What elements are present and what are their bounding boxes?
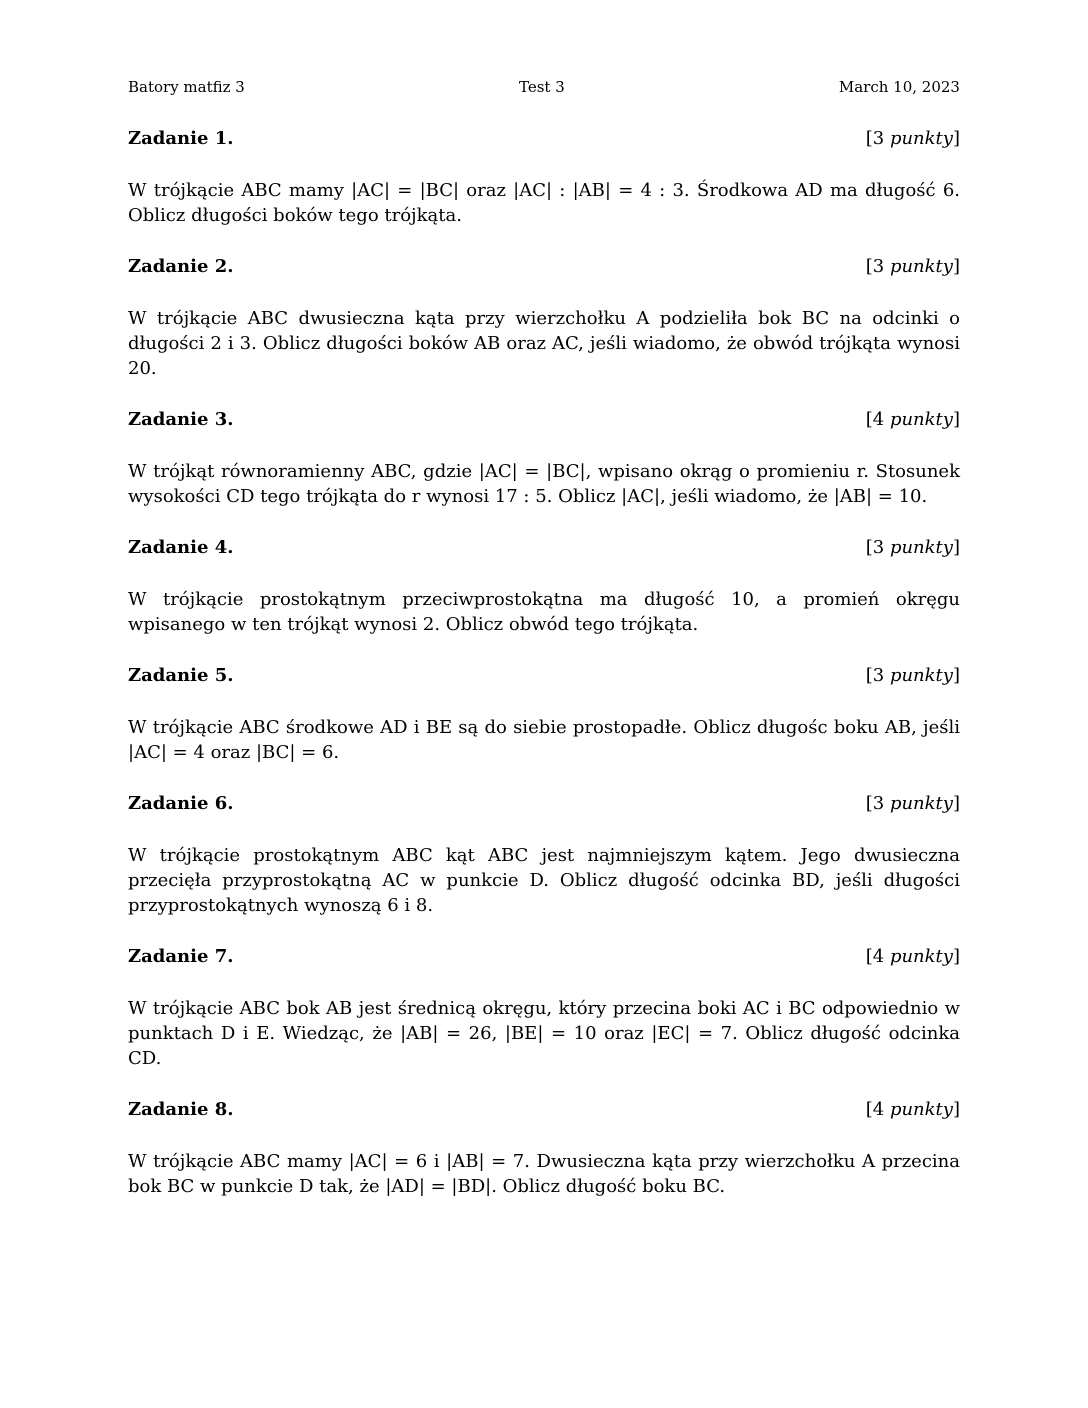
problem-text: W trójkącie ABC bok AB jest średnicą okręgu, który przecina boki AC i BC odpowiednio w punktach D i E. Wiedząc, że |AB| = 26, |BE| = 10 oraz |EC| = 7. Oblicz długość odcinka CD. <box>128 998 960 1069</box>
problem-item <box>128 944 960 1071</box>
problem-item <box>128 1097 960 1199</box>
problem-points: [4 punkty] <box>865 1099 960 1120</box>
test-page <box>128 78 960 1199</box>
header-date: March 10, 2023 <box>838 78 960 96</box>
problem-title: Zadanie 5. <box>128 665 234 686</box>
header-test-name: Test 3 <box>518 78 565 96</box>
problem-points: [3 punkty] <box>865 665 960 686</box>
problem-text: W trójkącie ABC środkowe AD i BE są do siebie prostopadłe. Oblicz długośc boku AB, jeśli |AC| = 4 oraz |BC| = 6. <box>128 717 960 763</box>
problem-title: Zadanie 8. <box>128 1099 234 1120</box>
problem-title: Zadanie 3. <box>128 409 234 430</box>
problem-points: [3 punkty] <box>865 537 960 558</box>
problem-points: [3 punkty] <box>865 128 960 149</box>
problem-title: Zadanie 2. <box>128 256 234 277</box>
problem-item <box>128 407 960 509</box>
problem-item <box>128 535 960 637</box>
problem-list <box>128 126 960 1199</box>
problem-points: [4 punkty] <box>865 946 960 967</box>
problem-item <box>128 791 960 918</box>
problem-title: Zadanie 4. <box>128 537 234 558</box>
problem-title: Zadanie 7. <box>128 946 234 967</box>
problem-points: [3 punkty] <box>865 793 960 814</box>
problem-item <box>128 663 960 765</box>
problem-item <box>128 254 960 381</box>
problem-points: [4 punkty] <box>865 409 960 430</box>
problem-text: W trójkąt równoramienny ABC, gdzie |AC| = |BC|, wpisano okrąg o promieniu r. Stosunek wysokości CD tego trójkąta do r wynosi 17 : 5. Oblicz |AC|, jeśli wiadomo, że |AB| = 10. <box>128 461 960 507</box>
header-course: Batory matfiz 3 <box>128 78 245 96</box>
problem-title: Zadanie 1. <box>128 128 234 149</box>
problem-text: W trójkącie ABC mamy |AC| = 6 i |AB| = 7. Dwusieczna kąta przy wierzchołku A przecina bok BC w punkcie D tak, że |AD| = |BD|. Oblicz długość boku BC. <box>128 1151 960 1197</box>
problem-item <box>128 126 960 228</box>
problem-text: W trójkącie ABC mamy |AC| = |BC| oraz |AC| : |AB| = 4 : 3. Środkowa AD ma długość 6. Oblicz długości boków tego trójkąta. <box>128 180 960 226</box>
problem-text: W trójkącie ABC dwusieczna kąta przy wierzchołku A podzieliła bok BC na odcinki o długości 2 i 3. Oblicz długości boków AB oraz AC, jeśli wiadomo, że obwód trójkąta wynosi 20. <box>128 308 960 379</box>
problem-title: Zadanie 6. <box>128 793 234 814</box>
page-header <box>128 78 960 100</box>
problem-points: [3 punkty] <box>865 256 960 277</box>
problem-text: W trójkącie prostokątnym ABC kąt ABC jest najmniejszym kątem. Jego dwusieczna przecięła przyprostokątną AC w punkcie D. Oblicz długość odcinka BD, jeśli długości przyprostokątnych wynoszą 6 i 8. <box>128 845 960 916</box>
problem-text: W trójkącie prostokątnym przeciwprostokątna ma długość 10, a promień okręgu wpisanego w ten trójkąt wynosi 2. Oblicz obwód tego trójkąta. <box>128 589 960 635</box>
